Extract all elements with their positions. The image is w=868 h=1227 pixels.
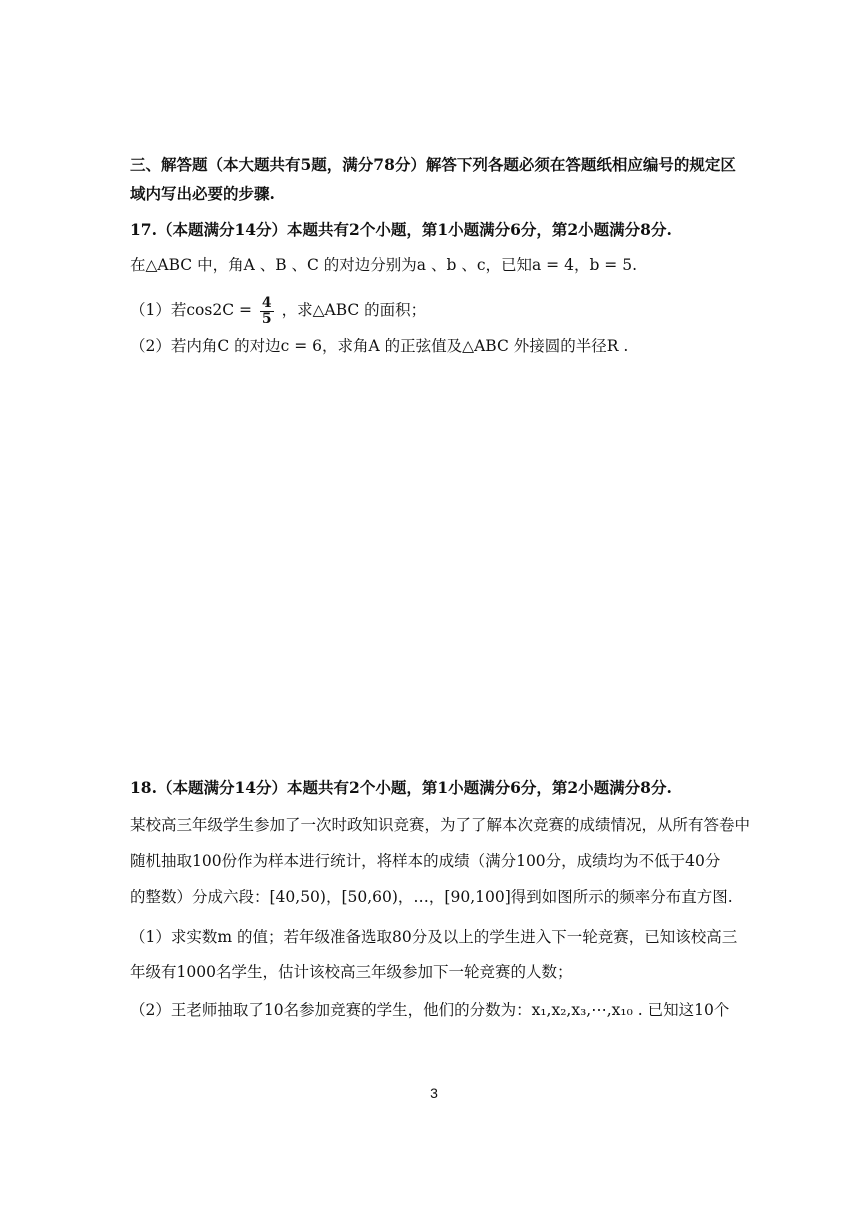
q18-header: 18.（本题满分14分）本题共有2个小题，第1小题满分6分，第2小题满分8分.: [130, 778, 672, 797]
fraction-denominator: 5: [261, 310, 272, 327]
fraction-numerator: 4: [261, 294, 272, 311]
section-heading-line1: 三、解答题（本大题共有5题，满分78分）解答下列各题必须在答题纸相应编号的规定区: [130, 155, 736, 174]
q18-part1-line2: 年级有1000名学生，估计该校高三年级参加下一轮竞赛的人数；: [130, 963, 573, 981]
q18-part1-line1: （1）求实数m 的值；若年级准备选取80分及以上的学生进入下一轮竞赛，已知该校高三: [130, 928, 738, 946]
page-number: 3: [430, 1085, 438, 1101]
q17-header: 17.（本题满分14分）本题共有2个小题，第1小题满分6分，第2小题满分8分.: [130, 220, 672, 239]
q17-part1-fraction: [260, 296, 274, 327]
q18-stem-line2: 随机抽取100份作为样本进行统计，将样本的成绩（满分100分，成绩均为不低于40分: [130, 852, 721, 870]
q17-part1-prefix: （1）若cos2C =: [130, 301, 252, 319]
q18-stem-line1: 某校高三年级学生参加了一次时政知识竞赛，为了了解本次竞赛的成绩情况，从所有答卷中: [130, 816, 751, 834]
q17-part1-suffix: ，求△ABC 的面积；: [281, 301, 427, 319]
q18-part2-line1: （2）王老师抽取了10名参加竞赛的学生，他们的分数为：x₁,x₂,x₃,⋯,x₁₀ . 已知这10个: [130, 1001, 730, 1019]
q17-part1: [130, 290, 750, 330]
q17-part2: （2）若内角C 的对边c = 6，求角A 的正弦值及△ABC 外接圆的半径R .: [130, 337, 629, 355]
section-heading-line2: 域内写出必要的步骤.: [130, 184, 275, 203]
q18-stem-line3: 的整数）分成六段：[40,50)，[50,60)，…，[90,100]得到如图所示的频率分布直方图.: [130, 888, 733, 906]
q17-stem: 在△ABC 中，角A 、B 、C 的对边分别为a 、b 、c，已知a = 4，b = 5.: [130, 256, 637, 274]
